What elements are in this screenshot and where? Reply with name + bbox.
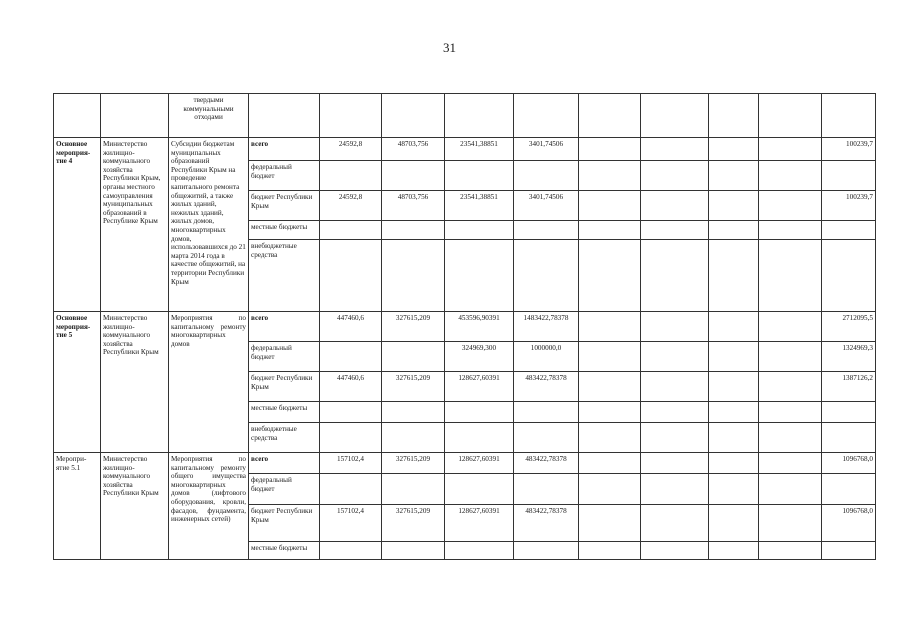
value-cell: 128627,60391 <box>445 505 514 542</box>
total-cell <box>822 240 876 312</box>
funding-source: федеральный бюджет <box>249 474 320 505</box>
funding-source: всего <box>249 138 320 161</box>
executor-cell: Министерство жилищно-коммунального хозяйства Республики Крым <box>101 312 169 453</box>
funding-source: всего <box>249 312 320 342</box>
value-cell <box>514 402 579 423</box>
total-cell: 1324969,3 <box>822 342 876 372</box>
value-cell <box>514 423 579 453</box>
value-cell <box>382 161 445 191</box>
value-cell <box>445 542 514 560</box>
value-cell: 128627,60391 <box>445 372 514 402</box>
value-cell: 48703,756 <box>382 138 445 161</box>
funding-source: федеральный бюджет <box>249 342 320 372</box>
value-cell <box>320 240 382 312</box>
value-cell <box>445 221 514 240</box>
value-cell: 327615,209 <box>382 505 445 542</box>
value-cell: 483422,78378 <box>514 505 579 542</box>
funding-source: внебюджетные средства <box>249 240 320 312</box>
value-cell: 157102,4 <box>320 453 382 474</box>
event-id: Меропри-ятие 5.1 <box>54 453 101 560</box>
value-cell: 23541,38851 <box>445 138 514 161</box>
value-cell: 327615,209 <box>382 312 445 342</box>
value-cell <box>382 221 445 240</box>
table-row <box>54 312 876 342</box>
funding-source: бюджет Республики Крым <box>249 505 320 542</box>
funding-source: местные бюджеты <box>249 542 320 560</box>
event-id: Основное мероприя-тие 5 <box>54 312 101 453</box>
description-cell: твердыми коммунальными отходами <box>169 94 249 138</box>
table-row <box>54 138 876 161</box>
value-cell: 24592,8 <box>320 191 382 221</box>
value-cell: 24592,8 <box>320 138 382 161</box>
executor-cell: Министерство жилищно-коммунального хозяйства Республики Крым <box>101 453 169 560</box>
value-cell <box>445 423 514 453</box>
value-cell: 483422,78378 <box>514 372 579 402</box>
total-cell: 1387126,2 <box>822 372 876 402</box>
value-cell <box>382 542 445 560</box>
value-cell: 48703,756 <box>382 191 445 221</box>
table-row <box>54 94 876 138</box>
total-cell <box>822 161 876 191</box>
value-cell: 1000000,0 <box>514 342 579 372</box>
value-cell <box>382 240 445 312</box>
funding-source: внебюджетные средства <box>249 423 320 453</box>
total-cell <box>822 542 876 560</box>
value-cell <box>320 402 382 423</box>
value-cell: 447460,6 <box>320 372 382 402</box>
value-cell <box>320 474 382 505</box>
event-id: Основное мероприя-тие 4 <box>54 138 101 312</box>
value-cell <box>382 423 445 453</box>
funding-source: федеральный бюджет <box>249 161 320 191</box>
value-cell <box>320 221 382 240</box>
value-cell <box>445 161 514 191</box>
page-number: 31 <box>443 40 456 55</box>
value-cell <box>514 240 579 312</box>
total-cell <box>822 402 876 423</box>
executor-cell: Министерство жилищно-коммунального хозяйства Республики Крым, органы местного самоуправления муниципальных образований в Республике Крым <box>101 138 169 312</box>
value-cell <box>382 402 445 423</box>
table-row <box>54 453 876 474</box>
value-cell <box>514 474 579 505</box>
total-cell <box>822 423 876 453</box>
funding-source: местные бюджеты <box>249 221 320 240</box>
value-cell <box>320 542 382 560</box>
value-cell: 327615,209 <box>382 453 445 474</box>
total-cell: 1096768,0 <box>822 505 876 542</box>
description-cell: Мероприятия по капитальному ремонту общего имущества многоквартирных домов (лифтового оборудования, кровли, фасадов, фундамента, инженерных сетей) <box>169 453 249 560</box>
value-cell: 3401,74506 <box>514 191 579 221</box>
value-cell <box>320 423 382 453</box>
value-cell: 324969,300 <box>445 342 514 372</box>
value-cell <box>514 161 579 191</box>
value-cell <box>514 221 579 240</box>
funding-source: бюджет Республики Крым <box>249 372 320 402</box>
value-cell <box>382 342 445 372</box>
description-cell: Мероприятия по капитальному ремонту многоквартирных домов <box>169 312 249 453</box>
funding-source: всего <box>249 453 320 474</box>
value-cell <box>320 161 382 191</box>
value-cell: 157102,4 <box>320 505 382 542</box>
value-cell: 1483422,78378 <box>514 312 579 342</box>
value-cell: 128627,60391 <box>445 453 514 474</box>
funding-source: местные бюджеты <box>249 402 320 423</box>
value-cell <box>514 542 579 560</box>
description-cell: Субсидии бюджетам муниципальных образований Республики Крым на проведение капитального ремонта общежитий, а также жилых зданий, нежилых зданий, жилых домов, многоквартирных домов, использовавшихся до 21 марта 2014 года в качестве общежитий, на территории Республики Крым <box>169 138 249 312</box>
value-cell: 447460,6 <box>320 312 382 342</box>
value-cell <box>382 474 445 505</box>
value-cell: 483422,78378 <box>514 453 579 474</box>
budget-table <box>53 93 876 560</box>
value-cell <box>445 474 514 505</box>
value-cell: 327615,209 <box>382 372 445 402</box>
total-cell: 100239,7 <box>822 191 876 221</box>
total-cell: 2712095,5 <box>822 312 876 342</box>
value-cell <box>320 342 382 372</box>
total-cell: 100239,7 <box>822 138 876 161</box>
funding-source: бюджет Республики Крым <box>249 191 320 221</box>
total-cell <box>822 474 876 505</box>
total-cell <box>822 221 876 240</box>
value-cell <box>445 240 514 312</box>
value-cell: 23541,38851 <box>445 191 514 221</box>
total-cell: 1096768,0 <box>822 453 876 474</box>
value-cell: 3401,74506 <box>514 138 579 161</box>
value-cell <box>445 402 514 423</box>
value-cell: 453596,90391 <box>445 312 514 342</box>
